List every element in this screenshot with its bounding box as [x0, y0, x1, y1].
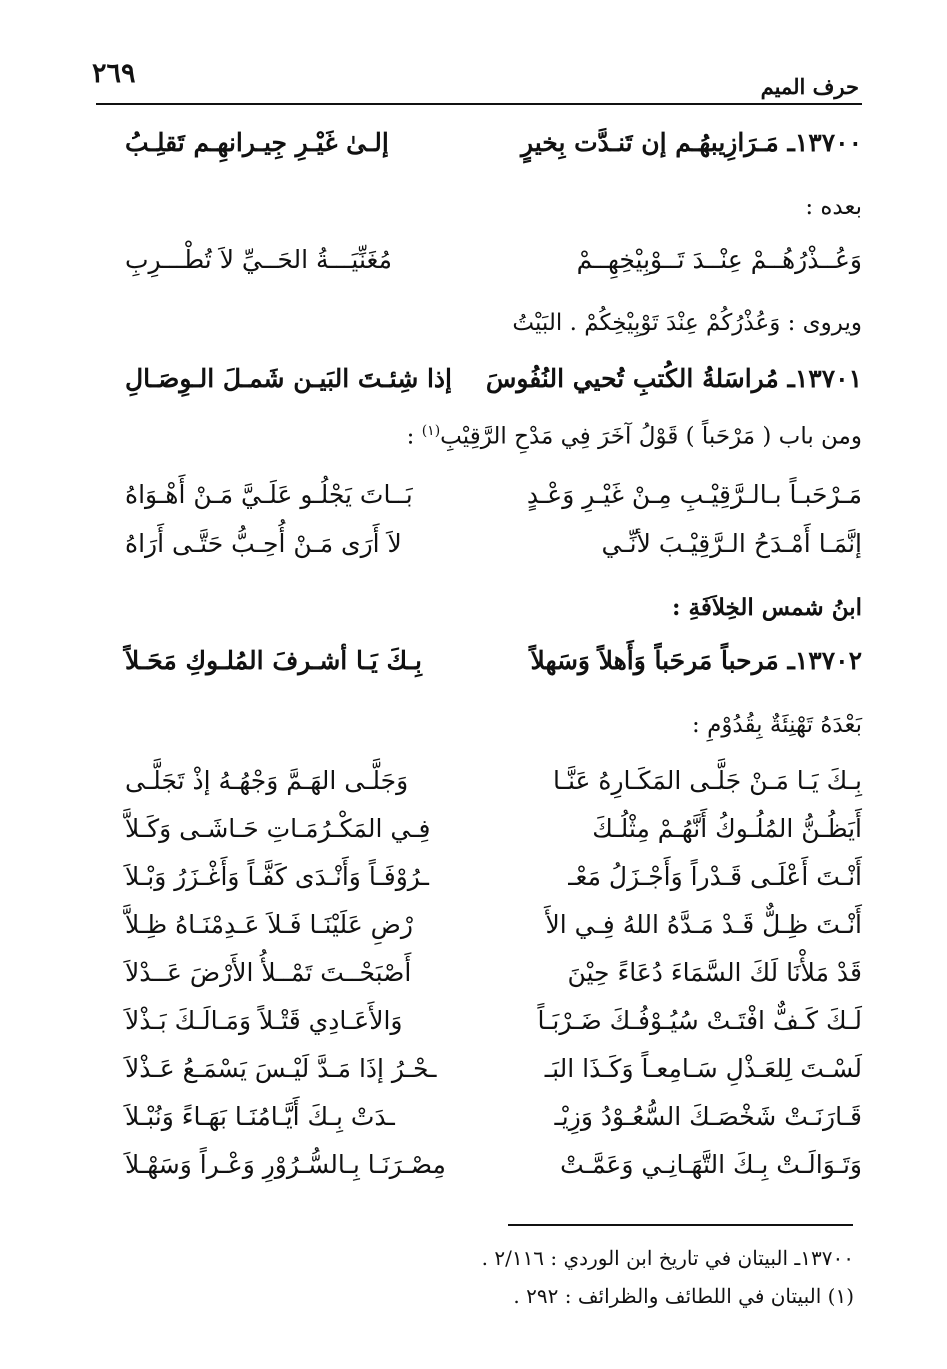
- poem-b-line-1-second: وَجَلَّـى الهَـمَّ وَجْهُـهُ إذْ تَجَلَّـى: [125, 766, 409, 795]
- poem-b-line-7-second: ـحْـرُ إذَا مَـدَّ لَيْـسَ يَسْمَـعُ عَـذْلاَ: [125, 1054, 437, 1083]
- congratulation-intro: بَعْدَهُ تَهْنِئَةٌ بِقُدُوْمِ :: [692, 712, 862, 738]
- poet-name: ابنُ شمس الخِلاَفَةِ :: [672, 594, 862, 621]
- poem-b-line-5-second: أَصْبَحْــتَ تَمْــلأُ الأَرْضَ عَــدْلاَ: [125, 958, 412, 987]
- poem-b-line-1-first: بِـكَ يَـا مَـنْ جَلَّـى المَكَـارِهُ عَنَّـا: [553, 766, 862, 795]
- poem-a-line-1-first: مَـرْحَبـاً بـالـرَّقِيْـبِ مِـنْ غَيْـرِ وَعْـدٍ: [526, 480, 862, 509]
- verse-13700-first-hemistich: ١٣٧٠٠ـ مَـرَازِيبهُـم إن تَنـدَّت بِخيرٍ: [520, 128, 862, 157]
- extra-verse-first-hemistich: وَعُــذْرُهُــمْ عِنْــدَ تَــوْبِيْخِهِــمْ: [576, 245, 862, 274]
- verse-13702-second-hemistich: بِـكَ يَـا أشـرفَ المُلـوكِ مَحَـلاً: [125, 646, 422, 675]
- verse-13702-first-hemistich: ١٣٧٠٢ـ مَرحباً مَرحَباً وَأَهلاً وَسَهلاً: [530, 646, 862, 675]
- poem-b-line-3-second: ـرُوْفَـاً وَأَنْـدَى كَفَّـاً وَأَغْـزَرُ وَبْـلاَ: [125, 862, 429, 891]
- extra-verse-second-hemistich: مُغَنِّيَـــةُ الحَــيِّ لاَ تُطْـــرِبِ: [125, 245, 392, 274]
- header-rule: [96, 103, 862, 105]
- poem-b-line-4-first: أَنْـتَ ظِـلٌّ قَـدْ مَـدَّهُ اللهُ فِـي الأَ: [545, 910, 862, 939]
- poem-a-line-2-first: إنَّمَـا أَمْـدَحُ الـرَّقِيْـبَ لأنِّـي: [601, 529, 862, 558]
- footnote-marker: (١): [421, 423, 441, 439]
- intro-text: ومن باب ( مَرْحَباً ) قَوْلُ آخَرَ فِي مَدْحِ الرَّقِيْبِ: [440, 423, 862, 450]
- chapter-title: حرف الميم: [760, 74, 859, 99]
- page-number: ٢٦٩: [92, 58, 136, 89]
- poem-b-line-4-second: رْضِ عَلَيْنَـا فَـلاَ عَـدِمْنَـاهُ ظِـلاَّ: [125, 910, 413, 939]
- footnote-rule: [508, 1224, 853, 1226]
- poem-b-line-3-first: أَنْـتَ أَعْلَـى قَـدْراً وَأَجْـزَلُ مَعْـ: [568, 862, 862, 891]
- poem-b-line-8-first: قَـارَنَـتْ شَخْصَـكَ السُّعُـوْدُ وَزِيْـ: [554, 1102, 862, 1131]
- footnote-1: (١) البيتان في اللطائف والظرائف : ٢٩٢ .: [513, 1284, 854, 1308]
- note-after-13700: بعده :: [805, 194, 862, 220]
- footnote-13700: ١٣٧٠٠ـ البيتان في تاريخ ابن الوردي : ٢/١١٦ .: [481, 1246, 854, 1270]
- marhaba-chapter-intro: [407, 423, 862, 450]
- verse-13700-second-hemistich: إلـىٰ غَيْـرِ جِيـرانهِـم تَقلِـبُ: [125, 128, 389, 157]
- poem-b-line-2-first: أَيَظُـنُّ المُلُـوكُ أَنَّهُـمْ مِثْلُـكَ: [592, 814, 862, 843]
- poem-b-line-5-first: قَدْ مَلأْنَا لَكَ السَّمَاءَ دُعَاءً حِيْنَ: [567, 958, 862, 987]
- poem-b-line-9-first: وَتَـوَالَـتْ بِـكَ التَّهَـانِـي وَعَمَّـتْ: [560, 1150, 862, 1179]
- poem-b-line-9-second: مِصْـرَنَـا بِـالسُّـرُوْرِ وَعْـراً وَسَهْـلاَ: [125, 1150, 446, 1179]
- poem-b-line-2-second: فِـي المَكْـرُمَـاتِ حَـاشَـى وَكَـلاَّ: [125, 814, 431, 843]
- poem-b-line-8-second: ـدَتْ بِـكَ أَيَّـامُنَـا بَهَـاءً وَنُبْـلاَ: [125, 1102, 395, 1131]
- verse-13701-first-hemistich: ١٣٧٠١ـ مُراسَلةُ الكُتبِ تُحيي النُفُوسَ: [485, 364, 862, 393]
- intro-colon: :: [406, 423, 422, 450]
- poem-a-line-1-second: بَــاتَ يَجْلُـو عَلَـيَّ مَـنْ أَهْـوَاهُ: [125, 480, 413, 509]
- poem-b-line-6-second: وَالأَعَـادِي قَتْـلاً وَمَـالَـكَ بَـذْلاَ: [125, 1006, 403, 1035]
- poem-b-line-7-first: لَسْـتَ لِلعَـذْلِ سَـامِعـاً وَكَـذَا البَـ: [544, 1054, 862, 1083]
- variant-reading: ويروى : وَعُذْرُكُمْ عِنْدَ تَوْبِيْخِكُمْ . البَيْتُ: [512, 310, 862, 336]
- poem-a-line-2-second: لاَ أَرَى مَـنْ أُحِـبُّ حَتَّـى أَرَاهُ: [125, 529, 402, 558]
- verse-13701-second-hemistich: إذا شِئـتَ البَيـن شَمـلَ الـوِصَـالِ: [125, 364, 453, 393]
- poem-b-line-6-first: لَـكَ كَـفٌّ افْتَـتْ سُيُـوْفُـكَ ضَـرْبَـاً: [537, 1006, 862, 1035]
